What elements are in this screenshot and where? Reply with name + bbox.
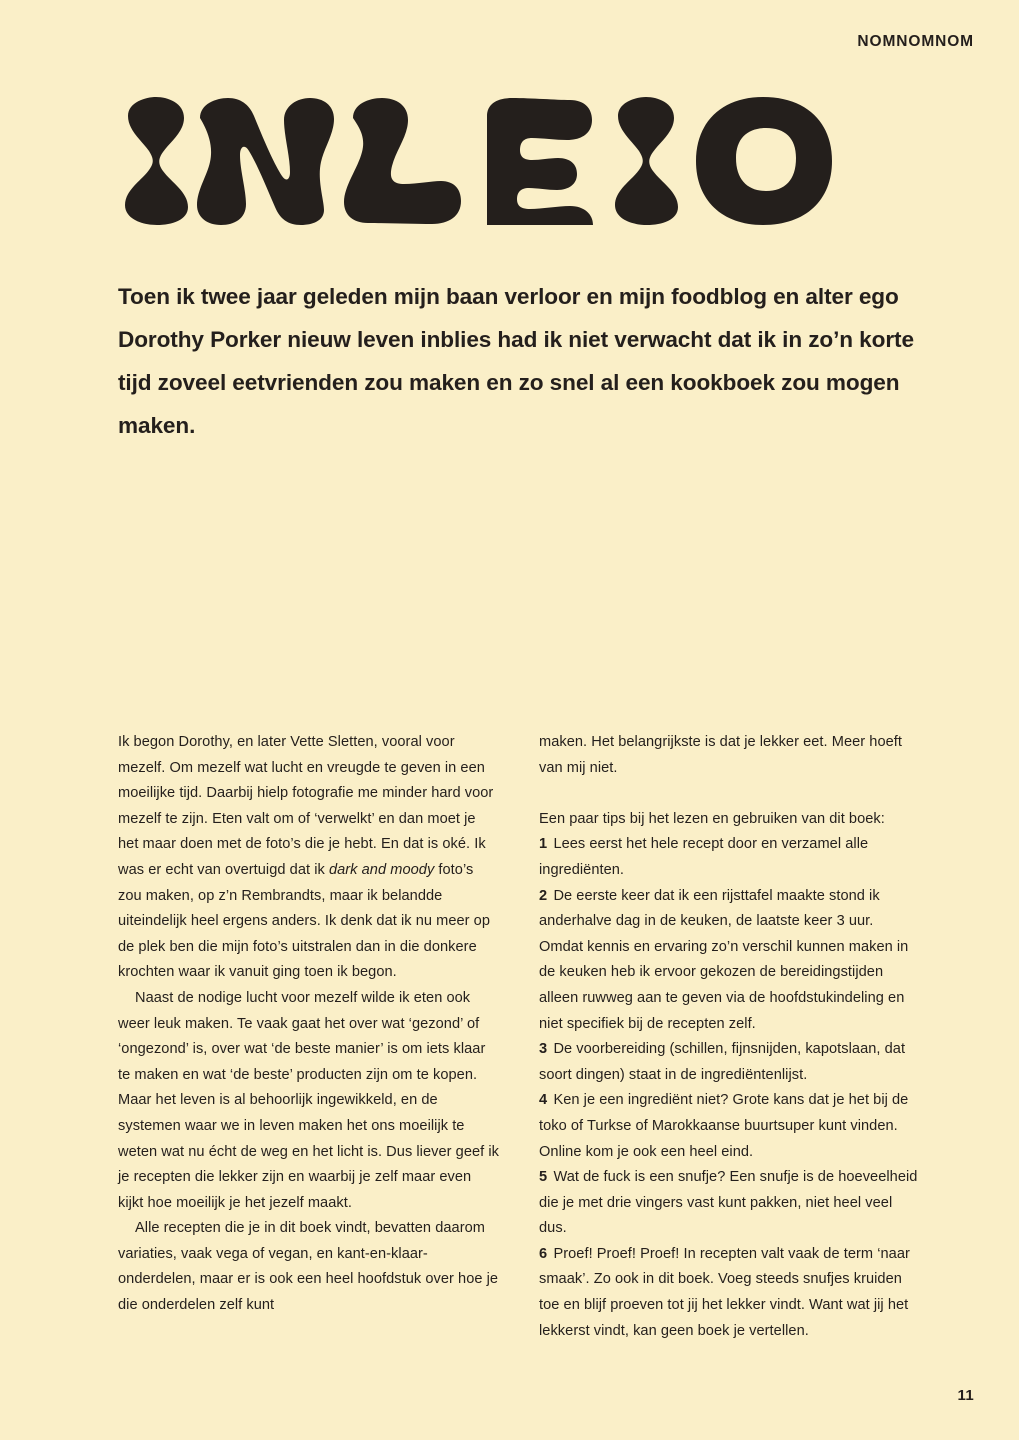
tip-number-1: 1 (539, 836, 548, 853)
tip-text-5: Wat de fuck is een snufje? Een snufje is de hoeveelheid die je met drie vingers vast kunt pakken, niet heel veel dus. (539, 1169, 918, 1237)
tip-number-5: 5 (539, 1169, 548, 1186)
running-header: NOMNOMNOM (857, 33, 974, 50)
tip-number-4: 4 (539, 1092, 548, 1109)
body-column-left (118, 730, 500, 1319)
tip-text-3: De voorbereiding (schillen, fijnsnijden, kapotslaan, dat soort dingen) staat in de ingrediëntenlijst. (539, 1041, 906, 1083)
tip-text-2: De eerste keer dat ik een rijsttafel maakte stond ik anderhalve dag in de keuken, de laatste keer 3 uur. Omdat kennis en ervaring zo’n verschil kunnen maken in de keuken heb ik ervoor gekozen de bereidingstijden alleen ruwweg aan te geven via de hoofdstukindeling en niet specifiek bij de recepten zelf. (539, 887, 909, 1032)
page-number: 11 (957, 1387, 974, 1404)
body-columns (118, 730, 918, 1360)
body-paragraph-continued: maken. Het belangrijkste is dat je lekker eet. Meer hoeft van mij niet. (539, 734, 903, 776)
body-paragraph-2: Naast de nodige lucht voor mezelf wilde ik eten ook weer leuk maken. Te vaak gaat het over wat ‘gezond’ of ‘ongezond’ is, over wat ‘de beste manier’ is om iets klaar te maken en wat ‘de beste’ producten zijn om te kopen. Maar het leven is al behoorlijk ingewikkeld, en de systemen waar we in leven maken het ons moeilijk te weten wat nu écht de weg en het licht is. Dus liever geef ik je recepten die lekker zijn en waarbij je zelf maar even kijkt hoe moeilijk je het jezelf maakt. (118, 989, 500, 1211)
tips-intro (539, 807, 921, 1344)
body-column-right (539, 730, 921, 1344)
lead-paragraph: Toen ik twee jaar geleden mijn baan verloor en mijn foodblog en alter ego Dorothy Porker nieuw leven inblies had ik niet verwacht dat ik in zo’n korte tijd zoveel eetvrienden zou maken en zo snel al een kookboek zou mogen maken. (118, 283, 914, 438)
page-title (118, 96, 858, 226)
tip-number-3: 3 (539, 1041, 548, 1058)
body-paragraph-1-part-b: foto’s zou maken, op z’n Rembrandts, maar ik belandde uiteindelijk heel ergens anders. Ik denk dat ik nu meer op de plek ben die mijn foto’s uitstralen dan in die donkere krochten waar ik vanuit ging toen ik begon. (118, 861, 491, 981)
tip-number-6: 6 (539, 1245, 548, 1262)
tip-text-6: Proef! Proef! Proef! In recepten valt vaak de term ‘naar smaak’. Zo ook in dit boek. Voeg steeds snufjes kruiden toe en blijf proeven tot jij het lekker vindt. Want wat jij het lekkerst vindt, kan geen boek je vertellen. (539, 1245, 910, 1339)
body-paragraph-1-part-a: Ik begon Dorothy, en later Vette Sletten, vooral voor mezelf. Om mezelf wat lucht en vreugde te geven in een moeilijke tijd. Daarbij hielp fotografie me minder hard voor mezelf te zijn. Eten valt om of ‘verwelkt’ en dan moet je het maar doen met de foto’s die je hebt. En dat is oké. Ik was er echt van overtuigd dat ik (118, 734, 494, 878)
body-paragraph-1 (118, 730, 500, 986)
body-paragraph-3: Alle recepten die je in dit boek vindt, bevatten daarom variaties, vaak vega of vegan, en kant-en-klaar-onderdelen, maar er is ook een heel hoofdstuk over hoe je die onderdelen zelf kunt (118, 1220, 499, 1314)
page-title-lettering (118, 96, 858, 226)
tip-text-1: Lees eerst het hele recept door en verzamel alle ingrediënten. (539, 836, 869, 878)
tips-intro-text: Een paar tips bij het lezen en gebruiken van dit boek: (539, 810, 885, 827)
tip-number-2: 2 (539, 887, 548, 904)
body-paragraph-1-italic: dark and moody (328, 861, 435, 878)
tip-text-4: Ken je een ingrediënt niet? Grote kans dat je het bij de toko of Turkse of Marokkaanse buurtsuper kunt vinden. Online kom je ook een heel eind. (539, 1092, 909, 1160)
